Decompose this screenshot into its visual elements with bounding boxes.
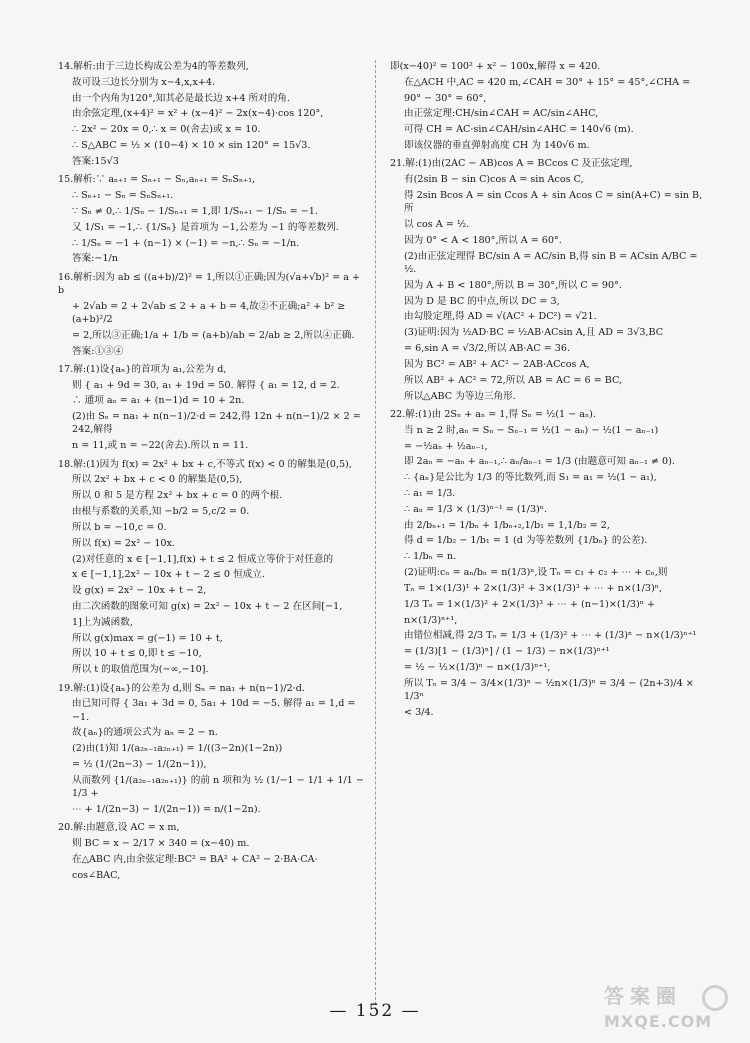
solution-line: 可得 CH = AC·sin∠CAH/sin∠AHC = 140√6 (m). bbox=[404, 124, 634, 136]
watermark-text-bottom: MXQE.COM bbox=[604, 1011, 713, 1031]
solution-line: 所以△ABC 为等边三角形. bbox=[404, 390, 516, 402]
solution-line: 所以 10 + t ≤ 0,即 t ≤ −10, bbox=[72, 648, 202, 660]
solution-line: 19.解:(1)设{aₙ}的公差为 d,则 Sₙ = na₁ + n(n−1)/2·d. bbox=[58, 682, 305, 694]
solution-line: ∴ Sₙ₊₁ − Sₙ = SₙSₙ₊₁. bbox=[72, 190, 174, 202]
solution-line: 从而数列 {1/(a₂ₙ₋₁a₂ₙ₊₁)} 的前 n 项和为 ½ (1/−1 − 1/1 + 1/1 − 1/3 + bbox=[72, 774, 367, 800]
solution-line: 因为 BC² = AB² + AC² − 2AB·ACcos A, bbox=[404, 358, 590, 370]
solution-line: ∴ 通项 aₙ = a₁ + (n−1)d = 10 + 2n. bbox=[72, 395, 245, 407]
solution-line: 即(x−40)² = 100² + x² − 100x,解得 x = 420. bbox=[390, 61, 601, 72]
solution-line: (2)由(1)知 1/(a₂ₙ₋₁a₂ₙ₊₁) = 1/((3−2n)(1−2n)) bbox=[72, 743, 283, 755]
solution-line: 有(2sin B − sin C)cos A = sin Acos C, bbox=[404, 174, 584, 186]
solution-line: 由余弦定理,(x+4)² = x² + (x−4)² − 2x(x−4)·cos 120°, bbox=[72, 108, 324, 120]
solution-line: n = 11,或 n = −22(舍去).所以 n = 11. bbox=[72, 440, 249, 452]
right-column bbox=[390, 60, 708, 724]
solution-line: 由勾股定理,得 AD = √(AC² + DC²) = √21. bbox=[404, 311, 597, 323]
column-divider bbox=[375, 60, 376, 1010]
solution-line: 17.解:(1)设{aₙ}的首项为 a₁,公差为 d, bbox=[58, 363, 227, 375]
solution-line: 由二次函数的图象可知 g(x) = 2x² − 10x + t − 2 在区间[−1, bbox=[72, 601, 343, 612]
solution-line: 所以 Tₙ = 3/4 − 3/4×(1/3)ⁿ − ½n×(1/3)ⁿ = 3/4 − (2n+3)/4 × 1/3ⁿ bbox=[404, 677, 697, 703]
watermark-logo-icon bbox=[702, 985, 728, 1011]
solution-line: 以 cos A = ½. bbox=[404, 219, 470, 231]
solution-line: = (1/3)[1 − (1/3)ⁿ] / (1 − 1/3) − n×(1/3)ⁿ⁺¹ bbox=[404, 646, 610, 658]
solution-line: 20.解:由题意,设 AC = x m, bbox=[58, 822, 180, 834]
solution-line: 21.解:(1)由(2AC − AB)cos A = BCcos C 及正弦定理, bbox=[390, 158, 633, 170]
solution-line: 所以 2x² + bx + c < 0 的解集是(0,5), bbox=[72, 474, 243, 486]
solution-line: 答案:15√3 bbox=[72, 155, 119, 167]
solution-line: 又 1/S₁ = −1,∴ {1/Sₙ} 是首项为 −1,公差为 −1 的等差数列. bbox=[72, 221, 339, 233]
solution-q22 bbox=[390, 408, 708, 719]
solution-line: 1]上为减函数, bbox=[72, 616, 133, 628]
solution-line: 即该仪器的垂直弹射高度 CH 为 140√6 m. bbox=[404, 140, 590, 152]
solution-line: (2)对任意的 x ∈ [−1,1],f(x) + t ≤ 2 恒成立等价于对任意的 bbox=[72, 553, 334, 565]
solution-q15 bbox=[58, 173, 364, 265]
solution-line: 得 d = 1/b₂ − 1/b₁ = 1 (d 为等差数列 {1/bₙ} 的公差). bbox=[404, 535, 648, 547]
solution-line: 所以 t 的取值范围为(−∞,−10]. bbox=[72, 664, 209, 676]
solution-line: 因为 A + B < 180°,所以 B = 30°,所以 C = 90°. bbox=[404, 279, 622, 291]
solution-line: ∴ a₁ = 1/3. bbox=[404, 487, 456, 499]
solution-line: 14.解析:由于三边长构成公差为4的等差数列, bbox=[58, 61, 249, 72]
solution-q19 bbox=[58, 682, 367, 817]
solution-line: 所以 f(x) = 2x² − 10x. bbox=[72, 537, 175, 549]
solution-line: 得 2sin Bcos A = sin Ccos A + sin Acos C = sin(A+C) = sin B,所 bbox=[404, 190, 703, 215]
solution-line: 15.解析:∵ aₙ₊₁ = Sₙ₊₁ − Sₙ,aₙ₊₁ = SₙSₙ₊₁, bbox=[58, 174, 256, 186]
solution-line: x ∈ [−1,1],2x² − 10x + t − 2 ≤ 0 恒成立. bbox=[72, 569, 265, 581]
solution-line: 即 2aₙ = −aₙ + aₙ₋₁,∴ aₙ/aₙ₋₁ = 1/3 (由题意可知 aₙ₋₁ ≠ 0). bbox=[404, 456, 675, 468]
solution-line: = 6,sin A = √3/2,所以 AB·AC = 36. bbox=[404, 343, 571, 355]
solution-q20-cont bbox=[390, 60, 708, 152]
solution-line: 在△ABC 内,由余弦定理:BC² = BA² + CA² − 2·BA·CA· bbox=[72, 853, 318, 865]
solution-line: (2)证明:cₙ = aₙ/bₙ = n(1/3)ⁿ,设 Tₙ = c₁ + c₂ + ⋯ + cₙ,则 bbox=[404, 567, 668, 579]
solution-line: < 3/4. bbox=[404, 706, 434, 718]
solution-line: ∵ Sₙ ≠ 0,∴ 1/Sₙ − 1/Sₙ₊₁ = 1,即 1/Sₙ₊₁ − 1/Sₙ = −1. bbox=[72, 205, 318, 217]
solution-line: 故可设三边长分别为 x−4,x,x+4. bbox=[72, 76, 216, 88]
solution-line: 所以 0 和 5 是方程 2x² + bx + c = 0 的两个根. bbox=[72, 490, 283, 502]
solution-line: ∴ aₙ = 1/3 × (1/3)ⁿ⁻¹ = (1/3)ⁿ. bbox=[404, 503, 547, 515]
solution-line: ∴ 1/bₙ = n. bbox=[404, 551, 457, 563]
solution-line: (3)证明:因为 ½AD·BC = ½AB·ACsin A,且 AD = 3√3,BC bbox=[404, 327, 664, 339]
solution-line: 由一个内角为120°,知其必是最长边 x+4 所对的角. bbox=[72, 92, 290, 104]
solution-line: = 2,所以③正确;1/a + 1/b = (a+b)/ab = 2/ab ≥ 2,所以④正确. bbox=[72, 329, 355, 341]
solution-line: 答案:−1/n bbox=[72, 253, 118, 265]
page-number: — 152 — bbox=[329, 1001, 421, 1021]
solution-q17 bbox=[58, 363, 364, 453]
solution-line: = ½ − ½×(1/3)ⁿ − n×(1/3)ⁿ⁺¹, bbox=[404, 662, 551, 674]
solution-line: 则 { a₁ + 9d = 30, a₁ + 19d = 50. 解得 { a₁ = 12, d = 2. bbox=[72, 379, 340, 391]
solution-line: 18.解:(1)因为 f(x) = 2x² + bx + c,不等式 f(x) < 0 的解集是(0,5), bbox=[58, 458, 352, 470]
solution-line: 当 n ≥ 2 时,aₙ = Sₙ − Sₙ₋₁ = ½(1 − aₙ) − ½(1 − aₙ₋₁) bbox=[404, 424, 659, 436]
solution-q21 bbox=[390, 157, 708, 402]
solution-line: n×(1/3)ⁿ⁺¹, bbox=[404, 614, 458, 626]
watermark-text-top: 答案圈 bbox=[604, 984, 682, 1008]
solution-line: cos∠BAC, bbox=[72, 869, 121, 881]
solution-line: 由正弦定理:CH/sin∠CAH = AC/sin∠AHC, bbox=[404, 108, 599, 120]
solution-line: 16.解析:因为 ab ≤ ((a+b)/2)² = 1,所以①正确;因为(√a+√b)² = a + b bbox=[58, 271, 364, 296]
solution-line: 由错位相减,得 2/3 Tₙ = 1/3 + (1/3)² + ⋯ + (1/3)ⁿ − n×(1/3)ⁿ⁺¹ bbox=[404, 630, 697, 642]
solution-line: + 2√ab = 2 + 2√ab ≤ 2 + a + b = 4,故②不正确;a² + b² ≥ (a+b)²/2 bbox=[72, 300, 349, 325]
solution-line: 1/3 Tₙ = 1×(1/3)² + 2×(1/3)³ + ⋯ + (n−1)×(1/3)ⁿ + bbox=[404, 598, 656, 610]
solution-line: 由已知可得 { 3a₁ + 3d = 0, 5a₁ + 10d = −5. 解得 a₁ = 1,d = −1. bbox=[72, 698, 359, 723]
solution-line: ∴ {aₙ}是公比为 1/3 的等比数列,而 S₁ = a₁ = ½(1 − a₁), bbox=[404, 472, 657, 484]
solution-line: ⋯ + 1/(2n−3) − 1/(2n−1)) = n/(1−2n). bbox=[72, 803, 261, 815]
solution-line: 所以 AB² + AC² = 72,所以 AB = AC = 6 = BC, bbox=[404, 374, 622, 386]
solution-line: 由根与系数的关系,知 −b/2 = 5,c/2 = 0. bbox=[72, 506, 250, 518]
watermark bbox=[604, 983, 732, 1033]
solution-line: 设 g(x) = 2x² − 10x + t − 2, bbox=[72, 585, 207, 597]
solution-line: 90° − 30° = 60°, bbox=[404, 92, 487, 104]
solution-line: = ½ (1/(2n−3) − 1/(2n−1)), bbox=[72, 759, 207, 771]
solution-line: (2)由 Sₙ = na₁ + n(n−1)/2·d = 242,得 12n + n(n−1)/2 × 2 = 242,解得 bbox=[72, 411, 364, 436]
solution-q14 bbox=[58, 60, 364, 168]
solution-line: ∴ 2x² − 20x = 0,∴ x = 0(舍去)或 x = 10. bbox=[72, 124, 261, 136]
solution-line: ∴ S△ABC = ½ × (10−4) × 10 × sin 120° = 15√3. bbox=[72, 140, 311, 152]
solution-line: 所以 b = −10,c = 0. bbox=[72, 521, 167, 533]
solution-q18 bbox=[58, 458, 364, 677]
solution-line: (2)由正弦定理得 BC/sin A = AC/sin B,得 sin B = ACsin A/BC = ½. bbox=[404, 250, 701, 275]
solution-line: 则 BC = x − 2/17 × 340 = (x−40) m. bbox=[72, 838, 250, 850]
solution-line: 因为 0° < A < 180°,所以 A = 60°. bbox=[404, 234, 562, 246]
solution-q20 bbox=[58, 821, 364, 882]
solution-q16 bbox=[58, 271, 364, 358]
solution-line: 所以 g(x)max = g(−1) = 10 + t, bbox=[72, 632, 223, 644]
solution-line: 答案:①③④ bbox=[72, 345, 124, 357]
solution-line: 由 2/bₙ₊₁ = 1/bₙ + 1/bₙ₊₂,1/b₁ = 1,1/b₂ = 2, bbox=[404, 519, 610, 531]
solution-line: Tₙ = 1×(1/3)¹ + 2×(1/3)² + 3×(1/3)³ + ⋯ + n×(1/3)ⁿ, bbox=[404, 582, 662, 594]
solution-line: 故{aₙ}的通项公式为 aₙ = 2 − n. bbox=[72, 727, 218, 739]
solution-line: 因为 D 是 BC 的中点,所以 DC = 3, bbox=[404, 295, 560, 307]
solution-line: ∴ 1/Sₙ = −1 + (n−1) × (−1) = −n,∴ Sₙ = −1/n. bbox=[72, 237, 300, 249]
solution-line: = −½aₙ + ½aₙ₋₁, bbox=[404, 440, 488, 452]
solution-line: 在△ACH 中,AC = 420 m,∠CAH = 30° + 15° = 45°,∠CHA = bbox=[404, 76, 691, 88]
solution-line: 22.解:(1)由 2Sₙ + aₙ = 1,得 Sₙ = ½(1 − aₙ). bbox=[390, 408, 596, 420]
left-column bbox=[58, 60, 367, 887]
